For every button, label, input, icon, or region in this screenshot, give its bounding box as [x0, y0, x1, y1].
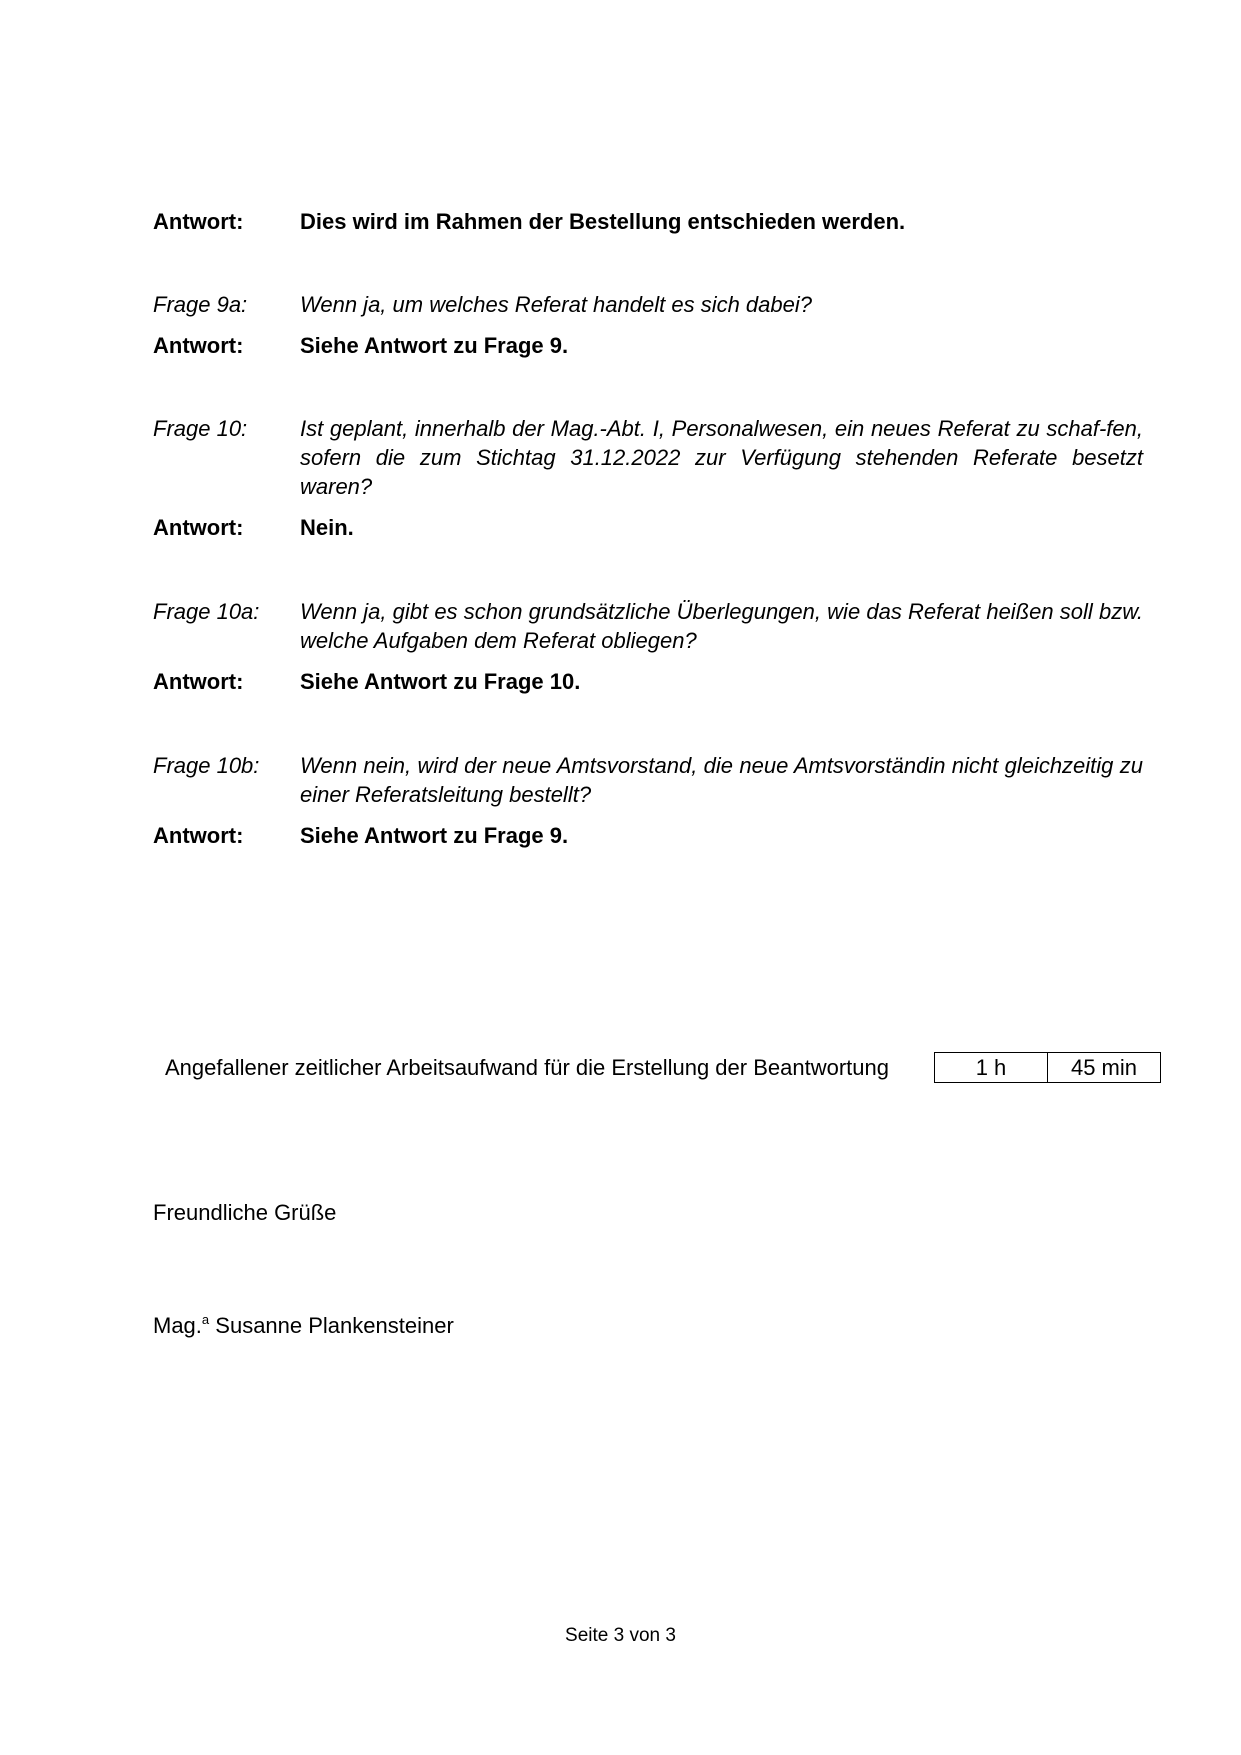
- answer-row: [153, 667, 1143, 696]
- name-prefix: Mag.: [153, 1313, 202, 1338]
- effort-hours: 1 h: [975, 1055, 1007, 1080]
- qa-block-1: [153, 290, 1143, 360]
- effort-row: [165, 1052, 1161, 1083]
- qa-block-3: [153, 597, 1143, 696]
- effort-minutes: 45 min: [1047, 1053, 1160, 1082]
- question-text: Wenn ja, um welches Referat handelt es sich dabei?: [300, 292, 812, 317]
- signatory-name: Susanne Plankensteiner: [215, 1313, 454, 1338]
- question-label: Frage 10:: [153, 416, 248, 441]
- question-row: [153, 290, 1143, 319]
- question-label: Frage 10a:: [153, 599, 260, 624]
- question-row: [153, 597, 1143, 655]
- answer-label: Antwort:: [153, 333, 244, 358]
- question-row: [153, 751, 1143, 809]
- effort-label: Angefallener zeitlicher Arbeitsaufwand für die Erstellung der Beantwortung: [165, 1054, 889, 1080]
- greeting: Freundliche Grüße: [153, 1200, 337, 1225]
- answer-label: Antwort:: [153, 823, 244, 848]
- question-row: [153, 414, 1143, 501]
- qa-block-2: [153, 414, 1143, 542]
- question-label: Frage 10b:: [153, 753, 260, 778]
- effort-box: [934, 1052, 1161, 1083]
- qa-block-4: [153, 751, 1143, 850]
- qa-block-0: [153, 207, 1143, 236]
- question-text: Ist geplant, innerhalb der Mag.-Abt. I, Personalwesen, ein neues Referat zu schaf-fen, sofern die zum Stichtag 31.12.2022 zur Verfügung stehenden Referate besetzt waren?: [300, 416, 1143, 499]
- page-number: Seite 3 von 3: [565, 1625, 676, 1646]
- question-text: Wenn nein, wird der neue Amtsvorstand, die neue Amtsvorständin nicht gleichzeitig zu einer Referatsleitung bestellt?: [300, 753, 1143, 807]
- answer-row: [153, 207, 1143, 236]
- answer-row: [153, 513, 1143, 542]
- answer-label: Antwort:: [153, 515, 244, 540]
- answer-text: Nein.: [300, 515, 354, 540]
- name-superscript: a: [201, 1312, 210, 1327]
- answer-label: Antwort:: [153, 669, 244, 694]
- answer-text: Siehe Antwort zu Frage 9.: [300, 333, 569, 358]
- answer-text: Siehe Antwort zu Frage 10.: [300, 669, 581, 694]
- question-label: Frage 9a:: [153, 292, 248, 317]
- answer-row: [153, 821, 1143, 850]
- question-text: Wenn ja, gibt es schon grundsätzliche Überlegungen, wie das Referat heißen soll bzw. welche Aufgaben dem Referat obliegen?: [300, 599, 1143, 653]
- answer-label: Antwort:: [153, 209, 244, 234]
- answer-text: Dies wird im Rahmen der Bestellung entschieden werden.: [300, 209, 906, 234]
- answer-text: Siehe Antwort zu Frage 9.: [300, 823, 569, 848]
- answer-row: [153, 331, 1143, 360]
- signature-name-line: [153, 1312, 454, 1339]
